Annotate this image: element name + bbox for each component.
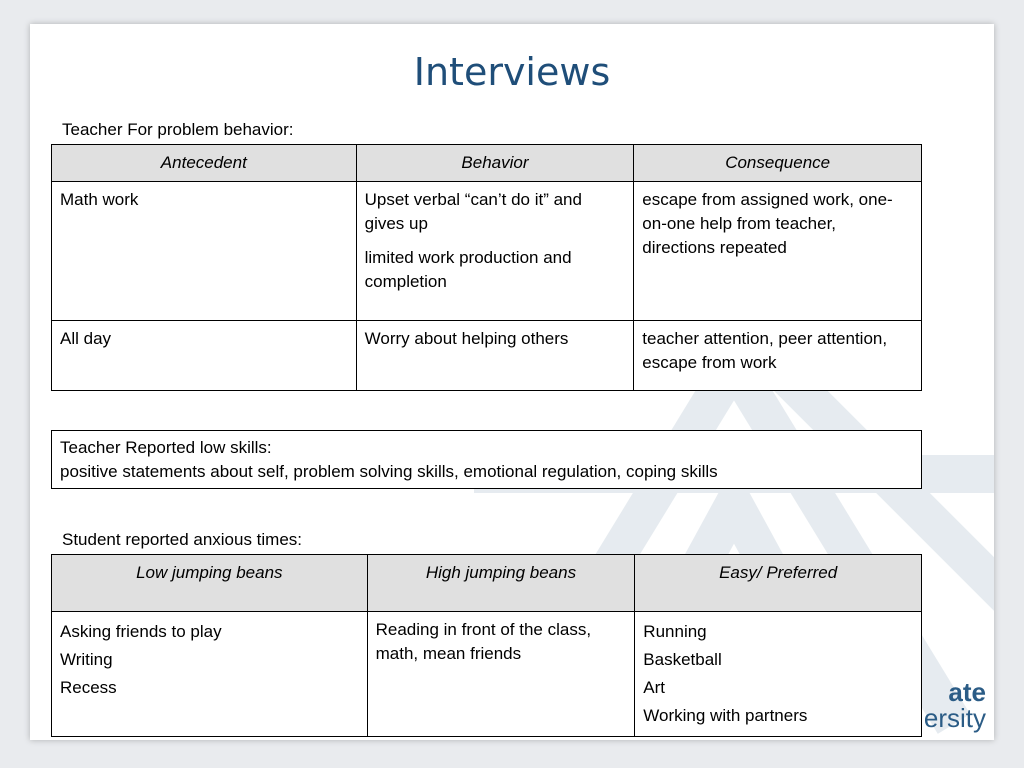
header-consequence: Consequence (634, 145, 922, 182)
list-item: Working with partners (643, 706, 808, 725)
slide (30, 24, 994, 740)
behavior-text: limited work production and completion (364, 248, 572, 291)
easy-preferred-cell (635, 612, 922, 737)
behavior-cell: Worry about helping others (356, 321, 634, 391)
list-item: Writing (60, 650, 113, 669)
list-item: Asking friends to play (60, 622, 222, 641)
university-logo (924, 679, 986, 731)
header-low-jumping-beans: Low jumping beans (52, 555, 368, 612)
table-row (52, 321, 922, 391)
antecedent-cell: All day (52, 321, 357, 391)
behavior-cell (356, 182, 634, 321)
slide-title: Interviews (413, 50, 611, 94)
high-jumping-beans-cell: Reading in front of the class, math, mean friends (367, 612, 635, 737)
behavior-text: Upset verbal “can’t do it” and gives up (364, 190, 582, 233)
header-high-jumping-beans: High jumping beans (367, 555, 635, 612)
table-row (52, 182, 922, 321)
anxious-times-table (51, 554, 922, 737)
header-easy-preferred: Easy/ Preferred (635, 555, 922, 612)
problem-behavior-table (51, 144, 922, 391)
header-behavior: Behavior (356, 145, 634, 182)
consequence-cell: teacher attention, peer attention, escape from work (634, 321, 922, 391)
header-antecedent: Antecedent (52, 145, 357, 182)
consequence-cell: escape from assigned work, one-on-one help from teacher, directions repeated (634, 182, 922, 321)
logo-line-1: ate (948, 677, 986, 707)
table-header-row (52, 145, 922, 182)
low-skills-text: positive statements about self, problem solving skills, emotional regulation, coping skills (60, 462, 718, 481)
problem-behavior-label: Teacher For problem behavior: (62, 120, 294, 139)
low-skills-heading: Teacher Reported low skills: (60, 438, 272, 457)
table-header-row (52, 555, 922, 612)
anxious-times-label: Student reported anxious times: (62, 530, 303, 549)
logo-line-2: ersity (923, 703, 986, 733)
list-item: Basketball (643, 650, 722, 669)
low-skills-box (51, 430, 922, 489)
list-item: Running (643, 622, 707, 641)
list-item: Recess (60, 678, 117, 697)
antecedent-cell: Math work (52, 182, 357, 321)
low-jumping-beans-cell (52, 612, 368, 737)
list-item: Art (643, 678, 666, 697)
table-row (52, 612, 922, 737)
